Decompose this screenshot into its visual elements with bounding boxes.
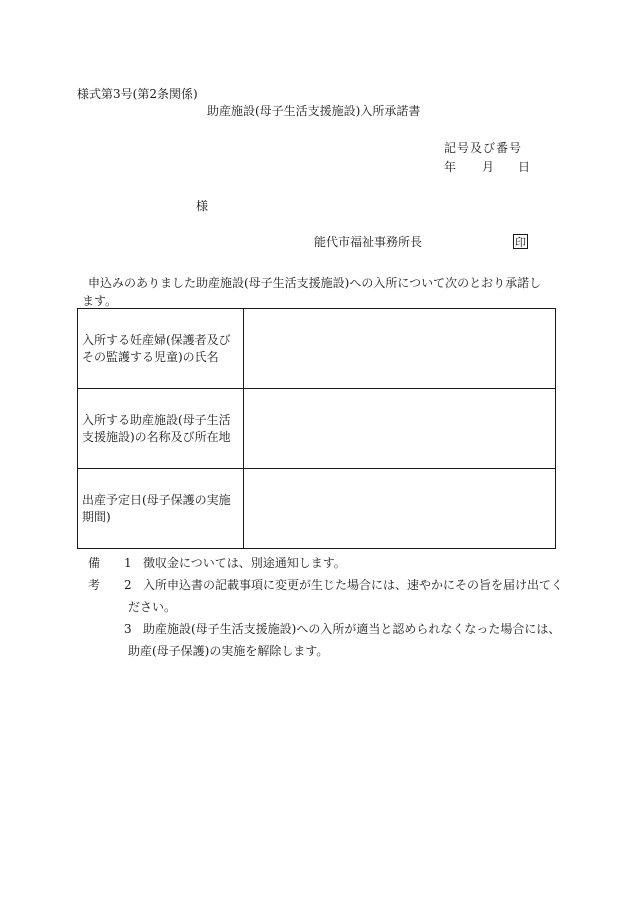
note-number: 3 <box>124 622 132 636</box>
reference-number-label: 記号及び番号 <box>444 141 523 155</box>
row-value-cell[interactable] <box>244 469 556 549</box>
row-label-line: 支援施設)の名称及び所在地 <box>82 429 231 444</box>
row-label-cell <box>78 469 244 549</box>
issuer-name: 能代市福祉事務所長 <box>314 235 423 249</box>
row-label-line: 入所する助産施設(母子生活 <box>82 412 231 427</box>
note-text: 徴収金については、別途通知します。 <box>143 556 346 570</box>
date-day-label: 日 <box>518 160 531 174</box>
row-label-line: 入所する妊産婦(保護者及び <box>82 332 231 347</box>
note-text-continued: ださい。 <box>128 600 177 614</box>
row-label-cell <box>78 389 244 469</box>
note-number: 2 <box>124 578 132 592</box>
note-number: 1 <box>124 556 132 570</box>
row-label-line: その監護する児童)の氏名 <box>82 349 219 364</box>
date-year-label: 年 <box>444 160 457 174</box>
date-line <box>444 159 530 175</box>
note-text-continued: 助産(母子保護)の実施を解除します。 <box>128 644 329 658</box>
date-month-label: 月 <box>482 160 495 174</box>
intro-paragraph <box>82 274 558 310</box>
row-label-line: 期間) <box>82 509 111 524</box>
table-row <box>78 389 556 469</box>
row-label-line: 出産予定日(母子保護の実施 <box>82 492 231 507</box>
row-label-cell <box>78 309 244 389</box>
intro-line-2: ます。 <box>82 294 118 308</box>
document-title: 助産施設(母子生活支援施設)入所承諾書 <box>207 104 421 118</box>
intro-line-1: 申込みのありました助産施設(母子生活支援施設)への入所について次のとおり承諾し <box>88 276 542 290</box>
table-row <box>78 469 556 549</box>
detail-table <box>77 308 556 549</box>
row-value-cell[interactable] <box>244 389 556 469</box>
seal-mark: 印 <box>515 236 526 249</box>
note-text: 助産施設(母子生活支援施設)への入所が適当と認められなくなった場合には、 <box>143 622 561 636</box>
row-value-cell[interactable] <box>244 309 556 389</box>
notes-heading: 備考 <box>88 556 101 592</box>
form-number-label: 様式第3号(第2条関係) <box>77 87 198 101</box>
table-row <box>78 309 556 389</box>
addressee-suffix: 様 <box>196 199 209 213</box>
note-text: 入所申込書の記載事項に変更が生じた場合には、速やかにその旨を届け出てく <box>143 578 564 592</box>
